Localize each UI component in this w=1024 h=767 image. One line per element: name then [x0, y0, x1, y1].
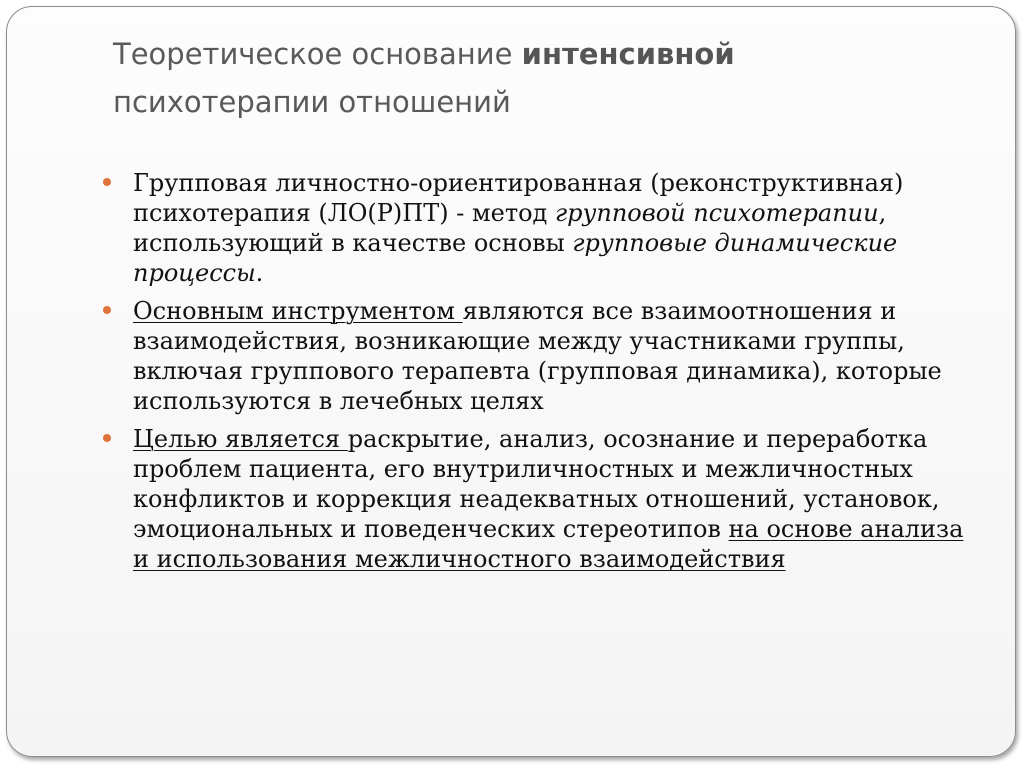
title-bold-word: интенсивной [521, 37, 735, 71]
bullet-item [100, 424, 970, 574]
bullet-text-segment: на основе анализа и использования межличностного взаимодействия [133, 515, 964, 573]
bullet-item [100, 168, 970, 288]
bullet-dot-icon [103, 434, 111, 442]
bullet-text-segment: . [255, 259, 264, 287]
bullet-text-segment: раскрытие, анализ, осознание и переработка проблем пациента, его внутриличностных и межличностных конфликтов и коррекция неадекватных отношений, установок, эмоциональных и поведенческих стереотипов [133, 425, 940, 543]
bullet-list [100, 168, 970, 582]
bullet-text-segment: групповой психотерапии [554, 199, 879, 227]
bullet-text-segment: Групповая личностно-ориентированная (реконструктивная) психотерапия (ЛО(Р)ПТ) - метод [133, 169, 904, 227]
title-part-1: Теоретическое основание [113, 37, 522, 71]
bullet-text-segment: Целью является [133, 425, 348, 453]
bullet-text-segment: , использующий в качестве основы [133, 199, 887, 257]
bullet-dot-icon [103, 178, 111, 186]
bullet-text-segment: Основным инструментом [133, 297, 463, 325]
bullet-text-segment: групповые динамические процессы [133, 229, 898, 287]
bullet-dot-icon [103, 306, 111, 314]
slide-title [113, 30, 973, 126]
title-part-2: психотерапии отношений [113, 85, 511, 119]
bullet-text-segment: являются все взаимоотношения и взаимодействия, возникающие между участниками группы, включая группового терапевта (групповая динамика), которые используются в лечебных целях [133, 297, 942, 415]
bullet-item [100, 296, 970, 416]
